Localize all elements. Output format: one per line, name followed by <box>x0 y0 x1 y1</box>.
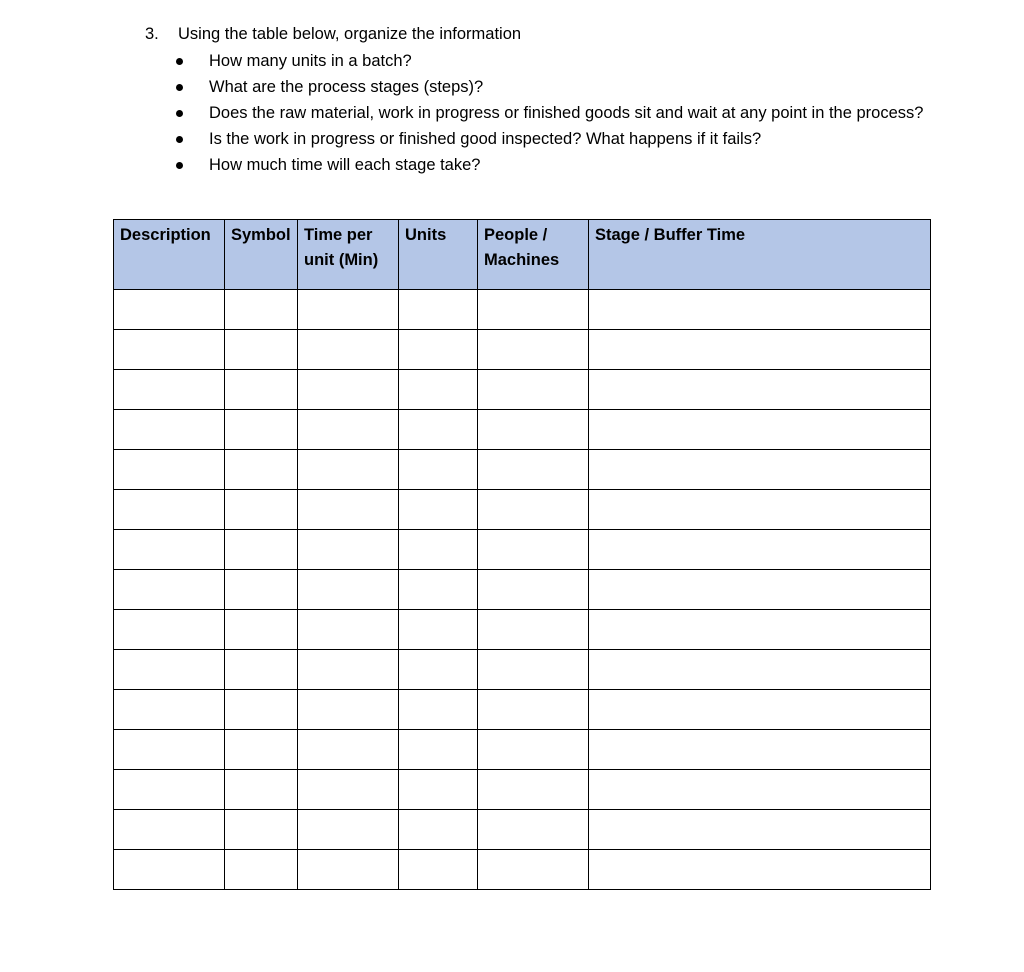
table-cell[interactable] <box>589 530 931 570</box>
table-cell[interactable] <box>399 610 478 650</box>
bullet-list <box>145 48 965 178</box>
table-cell[interactable] <box>298 770 399 810</box>
table-cell[interactable] <box>298 810 399 850</box>
table-row <box>114 570 931 610</box>
table-row <box>114 650 931 690</box>
table-cell[interactable] <box>225 330 298 370</box>
table-cell[interactable] <box>589 290 931 330</box>
table-cell[interactable] <box>589 730 931 770</box>
table-cell[interactable] <box>114 530 225 570</box>
table-cell[interactable] <box>114 650 225 690</box>
table-cell[interactable] <box>399 850 478 890</box>
table-cell[interactable] <box>225 610 298 650</box>
table-cell[interactable] <box>399 690 478 730</box>
table-cell[interactable] <box>478 850 589 890</box>
table-cell[interactable] <box>399 410 478 450</box>
bullet-icon <box>176 110 183 117</box>
table-cell[interactable] <box>589 490 931 530</box>
table-cell[interactable] <box>399 530 478 570</box>
table-cell[interactable] <box>114 730 225 770</box>
table-row <box>114 610 931 650</box>
question-text: Using the table below, organize the information <box>178 25 522 43</box>
table-cell[interactable] <box>114 450 225 490</box>
table-cell[interactable] <box>298 610 399 650</box>
table-cell[interactable] <box>114 330 225 370</box>
table-cell[interactable] <box>298 730 399 770</box>
table-cell[interactable] <box>225 450 298 490</box>
table-cell[interactable] <box>225 850 298 890</box>
table-cell[interactable] <box>478 530 589 570</box>
table-cell[interactable] <box>114 370 225 410</box>
bullet-text: Does the raw material, work in progress or finished goods sit and wait at any point in the process? <box>209 104 924 122</box>
table-cell[interactable] <box>478 490 589 530</box>
bullet-icon <box>176 162 183 169</box>
header-units: Units <box>399 220 478 290</box>
table-cell[interactable] <box>298 290 399 330</box>
table-cell[interactable] <box>298 650 399 690</box>
table-cell[interactable] <box>298 450 399 490</box>
bullet-icon <box>176 84 183 91</box>
table-cell[interactable] <box>399 490 478 530</box>
question-number: 3. <box>145 25 159 43</box>
table-cell[interactable] <box>589 770 931 810</box>
table-cell[interactable] <box>399 570 478 610</box>
table-cell[interactable] <box>298 530 399 570</box>
table-cell[interactable] <box>225 530 298 570</box>
table-row <box>114 730 931 770</box>
table-cell[interactable] <box>298 370 399 410</box>
table-cell[interactable] <box>478 810 589 850</box>
table-cell[interactable] <box>589 690 931 730</box>
table-cell[interactable] <box>225 730 298 770</box>
header-symbol: Symbol <box>225 220 298 290</box>
header-stage-buffer-time: Stage / Buffer Time <box>589 220 931 290</box>
table-row <box>114 490 931 530</box>
table-cell[interactable] <box>114 690 225 730</box>
bullet-text: How many units in a batch? <box>209 52 412 70</box>
table-cell[interactable] <box>225 650 298 690</box>
bullet-item <box>145 126 909 152</box>
table-cell[interactable] <box>298 570 399 610</box>
table-cell[interactable] <box>478 570 589 610</box>
question-line <box>145 22 965 46</box>
table-cell[interactable] <box>114 570 225 610</box>
table-cell[interactable] <box>399 330 478 370</box>
table-cell[interactable] <box>589 410 931 450</box>
table-cell[interactable] <box>478 290 589 330</box>
bullet-item <box>145 152 909 178</box>
table-cell[interactable] <box>298 850 399 890</box>
table-cell[interactable] <box>114 290 225 330</box>
question-block <box>145 22 965 178</box>
table-cell[interactable] <box>478 370 589 410</box>
table-cell[interactable] <box>478 610 589 650</box>
table-cell[interactable] <box>589 450 931 490</box>
table-cell[interactable] <box>589 570 931 610</box>
table-cell[interactable] <box>225 770 298 810</box>
table-cell[interactable] <box>114 810 225 850</box>
table-cell[interactable] <box>114 410 225 450</box>
table-body <box>114 290 931 890</box>
header-time-per-unit: Time per unit (Min) <box>298 220 399 290</box>
table-cell[interactable] <box>225 690 298 730</box>
table-cell[interactable] <box>225 410 298 450</box>
table-row <box>114 690 931 730</box>
table-row <box>114 410 931 450</box>
table-cell[interactable] <box>225 490 298 530</box>
table-header-row <box>114 220 931 290</box>
table-cell[interactable] <box>589 330 931 370</box>
bullet-item <box>145 74 909 100</box>
table-cell[interactable] <box>114 490 225 530</box>
bullet-text: What are the process stages (steps)? <box>209 78 484 96</box>
bullet-text: Is the work in progress or finished good inspected? What happens if it fails? <box>209 130 762 148</box>
header-people-machines: People / Machines <box>478 220 589 290</box>
table-row <box>114 450 931 490</box>
table-row <box>114 810 931 850</box>
table-cell[interactable] <box>298 490 399 530</box>
bullet-icon <box>176 58 183 65</box>
table-cell[interactable] <box>478 450 589 490</box>
table-cell[interactable] <box>478 690 589 730</box>
table-cell[interactable] <box>589 810 931 850</box>
table-cell[interactable] <box>114 610 225 650</box>
bullet-text: How much time will each stage take? <box>209 156 481 174</box>
table-cell[interactable] <box>589 850 931 890</box>
table-cell[interactable] <box>298 330 399 370</box>
table-cell[interactable] <box>298 410 399 450</box>
table-cell[interactable] <box>298 690 399 730</box>
table-cell[interactable] <box>399 730 478 770</box>
table-cell[interactable] <box>399 290 478 330</box>
table-cell[interactable] <box>478 410 589 450</box>
bullet-item <box>145 48 909 74</box>
table-cell[interactable] <box>478 770 589 810</box>
header-description: Description <box>114 220 225 290</box>
table-row <box>114 530 931 570</box>
table-cell[interactable] <box>478 330 589 370</box>
table-cell[interactable] <box>225 810 298 850</box>
table-row <box>114 770 931 810</box>
table-cell[interactable] <box>225 290 298 330</box>
table-cell[interactable] <box>399 770 478 810</box>
table-cell[interactable] <box>114 770 225 810</box>
table-cell[interactable] <box>225 570 298 610</box>
table-cell[interactable] <box>478 730 589 770</box>
table-cell[interactable] <box>399 370 478 410</box>
table-cell[interactable] <box>399 450 478 490</box>
table-cell[interactable] <box>225 370 298 410</box>
table-cell[interactable] <box>478 650 589 690</box>
process-table <box>113 219 931 890</box>
table-row <box>114 290 931 330</box>
table-row <box>114 850 931 890</box>
table-cell[interactable] <box>114 850 225 890</box>
table-cell[interactable] <box>589 370 931 410</box>
bullet-icon <box>176 136 183 143</box>
bullet-item <box>145 100 929 126</box>
table-cell[interactable] <box>589 650 931 690</box>
table-cell[interactable] <box>399 650 478 690</box>
table-row <box>114 370 931 410</box>
table-row <box>114 330 931 370</box>
table-cell[interactable] <box>589 610 931 650</box>
table-cell[interactable] <box>399 810 478 850</box>
